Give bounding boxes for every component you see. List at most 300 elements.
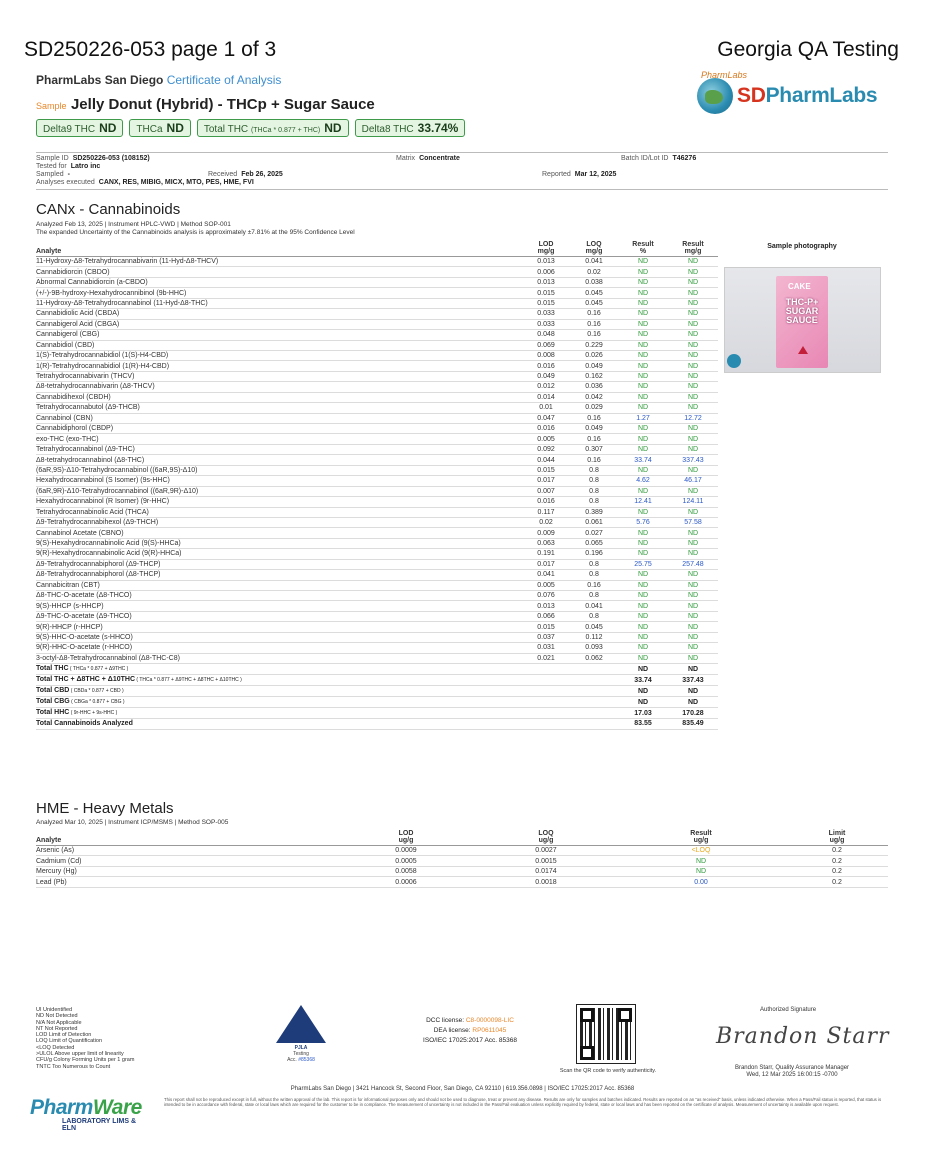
legend-item: LOD Limit of Detection <box>36 1032 92 1039</box>
total-row <box>36 686 718 697</box>
legend-item: <LOQ Detected <box>36 1044 75 1051</box>
lod-value: 0.009 <box>522 528 570 538</box>
result-percent: ND <box>618 643 668 653</box>
limit-value: 0.2 <box>786 846 888 856</box>
analyte-name: Cannabidiorcin (CBDO) <box>36 267 522 277</box>
lod-value: 0.047 <box>522 413 570 423</box>
canx-title: CANx - Cannabinoids <box>36 201 181 218</box>
analyte-name: 3-octyl-Δ8-Tetrahydrocannabinol (Δ8-THC-C8) <box>36 653 522 663</box>
table-row <box>36 267 718 277</box>
lod-value: 0.117 <box>522 507 570 517</box>
result-mg: ND <box>668 601 718 611</box>
dea-license: RP0611045 <box>472 1027 507 1034</box>
result-mg: ND <box>668 653 718 663</box>
analyte-name: 9(S)-HHC-O-acetate (s-HHCO) <box>36 632 522 642</box>
result-mg: ND <box>668 257 718 267</box>
result-mg: ND <box>668 267 718 277</box>
result-percent: ND <box>618 570 668 580</box>
result-percent: ND <box>618 465 668 475</box>
sample-id: SD250226-053 (108152) <box>72 155 150 162</box>
result-mg: ND <box>668 507 718 517</box>
signature: Brandon Starr <box>716 1024 890 1049</box>
table-row <box>36 549 718 559</box>
result-percent: ND <box>618 528 668 538</box>
legend-item: ND Not Detected <box>36 1013 78 1020</box>
table-row <box>36 622 718 632</box>
legend-item: >ULOL Above upper limit of linearity <box>36 1051 124 1058</box>
result-mg: ND <box>668 444 718 454</box>
table-row <box>36 424 718 434</box>
loq-value: 0.061 <box>570 517 618 527</box>
lod-value <box>522 664 570 675</box>
disclaimer: This report shall not be reproduced except in full, without the written approval of the lab. This report is for informational purposes only and should not be used to diagnose, treat or prevent any disease. Results are only for samples and batches indicated. Results are reported on an "as received" basis, unless indicated otherwise. When a Pass/Fail status is reported, that status is intended to be in accordance with federal, state or local laws which are required for the customer to be in compliance. The measurement of uncertainty is not included in the Pass/Fail evaluation unless explicitly required by federal, state or local laws and has been reported on the certificate of analysis. Measurement of uncertainty is available upon request. <box>164 1097 882 1107</box>
analyte-name: 9(R)-Hexahydrocannabinolic Acid (9(R)-HHCa) <box>36 549 522 559</box>
total-mg: 835.49 <box>668 719 718 729</box>
lod-value: 0.01 <box>522 403 570 413</box>
table-row <box>36 382 718 392</box>
lod-value <box>522 697 570 708</box>
table-row <box>36 298 718 308</box>
total-formula: ( THCa * 0.877 + Δ9THC ) <box>68 666 129 673</box>
badge-label: THCa <box>136 124 163 135</box>
loq-value <box>570 664 618 675</box>
analyte-name: 9(S)-HHCP (s-HHCP) <box>36 601 522 611</box>
signer-info: Brandon Starr, Quality Assurance Manager Wed, 12 Mar 2025 16:00:15 -0700 <box>734 1065 850 1078</box>
lod-value: 0.021 <box>522 653 570 663</box>
lod-value: 0.0006 <box>336 877 476 887</box>
lod-value: 0.007 <box>522 486 570 496</box>
table-row <box>36 653 718 663</box>
lod-value: 0.016 <box>522 497 570 507</box>
lod-value: 0.069 <box>522 340 570 350</box>
legend-item: NT Not Reported <box>36 1025 78 1032</box>
result-mg: 257.48 <box>668 559 718 569</box>
license-info: DCC license: C8-0000098-LIC DEA license: RP0611045 ISO/IEC 17025:2017 Acc. 85368 <box>400 1016 540 1046</box>
loq-value: 0.045 <box>570 622 618 632</box>
table-row <box>36 371 718 381</box>
coa-label: Certificate of Analysis <box>166 73 282 87</box>
badge-thca <box>129 119 190 137</box>
result-percent: ND <box>618 538 668 548</box>
loq-value: 0.16 <box>570 330 618 340</box>
table-row <box>36 403 718 413</box>
result-percent: ND <box>618 486 668 496</box>
analyte-name: 9(S)-Hexahydrocannabinolic Acid (9(S)-HHCa) <box>36 538 522 548</box>
limit-value: 0.2 <box>786 866 888 876</box>
result-mg: 12.72 <box>668 413 718 423</box>
col-limit: Limit ug/g <box>786 830 888 846</box>
sample-metadata: Sample ID SD250226-053 (108152) Matrix Concentrate Batch ID/Lot ID T46276 Tested for Latro inc Sampled - Received Feb 26, 2025 Reported Mar 12, 2025 Analyses executed CANX, RES, MIBIG, MICX, MTO, PES, HME, FVI <box>36 152 888 190</box>
analyte-name: Cadmium (Cd) <box>36 856 336 866</box>
col-loq: LOQ ug/g <box>476 830 616 846</box>
pjla-accreditation-logo: PJLA Testing Acc. #85368 <box>272 1005 330 1063</box>
pharmware-logo: PharmWare LABORATORY LIMS & ELN <box>30 1096 142 1132</box>
loq-value: 0.16 <box>570 455 618 465</box>
globe-icon <box>697 78 733 114</box>
table-header-row <box>36 241 718 257</box>
total-label: Total HHC ( 9r-HHC + 9s-HHC ) <box>36 708 522 719</box>
table-row <box>36 497 718 507</box>
col-analyte: Analyte <box>36 241 522 257</box>
badge-label: Total THC <box>203 124 249 135</box>
result-percent: 5.76 <box>618 517 668 527</box>
table-row <box>36 611 718 621</box>
result-percent: ND <box>618 580 668 590</box>
result-percent: ND <box>618 350 668 360</box>
result-mg: ND <box>668 591 718 601</box>
analyte-name: Δ9-Tetrahydrocannabihexol (Δ9-THCH) <box>36 517 522 527</box>
col-result-pct: Result % <box>618 241 668 257</box>
table-row <box>36 856 888 866</box>
result-mg: ND <box>668 298 718 308</box>
table-row <box>36 330 718 340</box>
result-percent: ND <box>618 288 668 298</box>
legend-item: LOQ Limit of Quantification <box>36 1038 103 1045</box>
sample-line <box>36 96 375 114</box>
loq-value: 0.8 <box>570 611 618 621</box>
result-percent: ND <box>618 611 668 621</box>
col-lod: LOD ug/g <box>336 830 476 846</box>
result-percent: ND <box>618 653 668 663</box>
result-value: ND <box>616 856 786 866</box>
result-mg: ND <box>668 277 718 287</box>
logo-wordmark: SDPharmLabs <box>737 84 878 107</box>
loq-value: 0.16 <box>570 309 618 319</box>
reported-date: Mar 12, 2025 <box>574 171 617 178</box>
analyses-executed: CANX, RES, MIBIG, MICX, MTO, PES, HME, FVI <box>98 179 254 186</box>
result-mg: ND <box>668 340 718 350</box>
total-percent: ND <box>618 664 668 675</box>
lod-value: 0.076 <box>522 591 570 601</box>
loq-value: 0.162 <box>570 371 618 381</box>
table-row <box>36 340 718 350</box>
result-percent: ND <box>618 591 668 601</box>
table-row <box>36 866 888 876</box>
result-mg: ND <box>668 622 718 632</box>
analyte-name: 1(R)-Tetrahydrocannabidiol (1(R)-H4-CBD) <box>36 361 522 371</box>
total-percent: 83.55 <box>618 719 668 729</box>
analyte-name: Cannabinol (CBN) <box>36 413 522 423</box>
table-row <box>36 580 718 590</box>
table-row <box>36 528 718 538</box>
result-percent: ND <box>618 549 668 559</box>
badge-label: Delta8 THC <box>361 124 414 135</box>
col-loq: LOQ mg/g <box>570 241 618 257</box>
result-mg: ND <box>668 392 718 402</box>
lod-value: 0.015 <box>522 465 570 475</box>
product-box-image: CAKE THC-P+ SUGAR SAUCE <box>776 276 828 368</box>
total-formula: ( 9r-HHC + 9s-HHC ) <box>69 710 118 717</box>
analyte-name: (6aR,9S)-Δ10-Tetrahydrocannabinol ((6aR,9S)-Δ10) <box>36 465 522 475</box>
badge-formula: (THCa * 0.877 + THC) <box>250 127 321 134</box>
badge-value: ND <box>324 121 342 135</box>
result-percent: ND <box>618 267 668 277</box>
analyte-name: Δ8-tetrahydrocannabinol (Δ8-THC) <box>36 455 522 465</box>
lod-value: 0.0005 <box>336 856 476 866</box>
lod-value: 0.049 <box>522 371 570 381</box>
loq-value: 0.8 <box>570 570 618 580</box>
analyte-name: Tetrahydrocannabinolic Acid (THCA) <box>36 507 522 517</box>
total-percent: 17.03 <box>618 708 668 719</box>
loq-value: 0.049 <box>570 361 618 371</box>
dcc-license: C8-0000098-LIC <box>465 1017 514 1024</box>
lod-value: 0.0058 <box>336 866 476 876</box>
result-value: <LOQ <box>616 846 786 856</box>
badge-value: ND <box>166 121 184 135</box>
lod-value: 0.017 <box>522 559 570 569</box>
analyte-name: Δ8-Tetrahydrocannabiphorol (Δ8-THCP) <box>36 570 522 580</box>
analyte-name: Abnormal Cannabidiorcin (a-CBDO) <box>36 277 522 287</box>
table-row <box>36 877 888 887</box>
table-row <box>36 465 718 475</box>
loq-value: 0.8 <box>570 465 618 475</box>
hme-analyzed: Analyzed Mar 10, 2025 | Instrument ICP/MSMS | Method SOP-005 <box>36 819 229 826</box>
table-row <box>36 643 718 653</box>
result-mg: ND <box>668 643 718 653</box>
loq-value: 0.16 <box>570 413 618 423</box>
loq-value: 0.045 <box>570 288 618 298</box>
total-row <box>36 719 718 729</box>
analyte-name: Cannabigerol Acid (CBGA) <box>36 319 522 329</box>
lod-value: 0.191 <box>522 549 570 559</box>
lod-value: 0.031 <box>522 643 570 653</box>
loq-value: 0.045 <box>570 298 618 308</box>
total-percent: ND <box>618 697 668 708</box>
result-percent: ND <box>618 277 668 287</box>
result-percent: ND <box>618 309 668 319</box>
hme-title: HME - Heavy Metals <box>36 800 174 817</box>
table-row <box>36 392 718 402</box>
iso-accreditation: ISO/IEC 17025:2017 Acc. 85368 <box>423 1037 517 1044</box>
logo-arc-text: PharmLabs <box>701 70 748 80</box>
tested-for: Latro inc <box>70 163 101 170</box>
col-analyte: Analyte <box>36 830 336 846</box>
analyte-name: Δ8-THC-O-acetate (Δ8-THCO) <box>36 591 522 601</box>
client-lab-name: Georgia QA Testing <box>717 38 899 61</box>
table-row <box>36 361 718 371</box>
result-percent: ND <box>618 424 668 434</box>
loq-value: 0.229 <box>570 340 618 350</box>
loq-value: 0.062 <box>570 653 618 663</box>
potency-badges <box>36 119 465 137</box>
result-value: 0.00 <box>616 877 786 887</box>
result-value: ND <box>616 866 786 876</box>
lod-value: 0.017 <box>522 476 570 486</box>
received-date: Feb 26, 2025 <box>241 171 283 178</box>
result-percent: ND <box>618 257 668 267</box>
lod-value: 0.005 <box>522 434 570 444</box>
table-row <box>36 632 718 642</box>
result-mg: ND <box>668 538 718 548</box>
heavy-metals-table <box>36 830 888 888</box>
loq-value: 0.8 <box>570 476 618 486</box>
lod-value <box>522 719 570 729</box>
total-label: Total THC + Δ8THC + Δ10THC ( THCa * 0.877 + Δ9THC + Δ8THC + Δ10THC ) <box>36 675 522 686</box>
analyte-name: 9(R)-HHC-O-acetate (r-HHCO) <box>36 643 522 653</box>
analyte-name: (+/-)-9B-hydroxy-Hexahydrocannibinol (9b-HHC) <box>36 288 522 298</box>
analyte-name: Cannabinol Acetate (CBNO) <box>36 528 522 538</box>
loq-value <box>570 719 618 729</box>
total-label: Total CBG ( CBGa * 0.877 + CBG ) <box>36 697 522 708</box>
table-row <box>36 434 718 444</box>
result-percent: ND <box>618 340 668 350</box>
table-row <box>36 277 718 287</box>
result-mg: ND <box>668 319 718 329</box>
total-mg: 170.28 <box>668 708 718 719</box>
canx-analyzed: Analyzed Feb 13, 2025 | Instrument HPLC-VWD | Method SOP-001 <box>36 221 231 228</box>
result-mg: ND <box>668 465 718 475</box>
analyte-name: exo-THC (exo-THC) <box>36 434 522 444</box>
sample-name: Jelly Donut (Hybrid) - THCp + Sugar Sauce <box>70 96 375 113</box>
table-row <box>36 319 718 329</box>
badge-total-thc <box>197 119 349 137</box>
analyte-name: Cannabidihexol (CBDH) <box>36 392 522 402</box>
analyte-name: Tetrahydrocannabivarin (THCV) <box>36 371 522 381</box>
loq-value: 0.389 <box>570 507 618 517</box>
result-mg: ND <box>668 361 718 371</box>
lod-value: 0.015 <box>522 298 570 308</box>
analyte-name: Hexahydrocannabinol (S Isomer) (9s-HHC) <box>36 476 522 486</box>
lod-value <box>522 708 570 719</box>
analyte-name: Hexahydrocannabinol (R Isomer) (9r-HHC) <box>36 497 522 507</box>
badge-label: Delta9 THC <box>43 124 96 135</box>
loq-value <box>570 686 618 697</box>
analyte-name: Arsenic (As) <box>36 846 336 856</box>
loq-value: 0.0027 <box>476 846 616 856</box>
analyte-name: 9(R)-HHCP (r-HHCP) <box>36 622 522 632</box>
loq-value: 0.16 <box>570 319 618 329</box>
table-row <box>36 538 718 548</box>
result-percent: 4.62 <box>618 476 668 486</box>
lod-value: 0.015 <box>522 288 570 298</box>
table-row <box>36 507 718 517</box>
result-mg: ND <box>668 371 718 381</box>
total-percent: 33.74 <box>618 675 668 686</box>
loq-value: 0.041 <box>570 257 618 267</box>
total-mg: ND <box>668 664 718 675</box>
table-header-row <box>36 830 888 846</box>
analyte-name: Δ8-tetrahydrocannabivarin (Δ8-THCV) <box>36 382 522 392</box>
limit-value: 0.2 <box>786 856 888 866</box>
lod-value: 0.013 <box>522 601 570 611</box>
loq-value: 0.16 <box>570 580 618 590</box>
table-row <box>36 257 718 267</box>
loq-value: 0.307 <box>570 444 618 454</box>
lod-value: 0.008 <box>522 350 570 360</box>
loq-value: 0.038 <box>570 277 618 287</box>
loq-value <box>570 708 618 719</box>
analyte-name: Cannabidiphorol (CBDP) <box>36 424 522 434</box>
result-mg: 124.11 <box>668 497 718 507</box>
loq-value: 0.196 <box>570 549 618 559</box>
analyte-name: Cannabidiolic Acid (CBDA) <box>36 309 522 319</box>
result-percent: ND <box>618 371 668 381</box>
loq-value: 0.112 <box>570 632 618 642</box>
table-row <box>36 846 888 856</box>
col-result-mg: Result mg/g <box>668 241 718 257</box>
canx-uncertainty: The expanded Uncertainty of the Cannabinoids analysis is approximately ±7.81% at the 95% Confidence Level <box>36 229 355 236</box>
qr-code[interactable] <box>577 1005 635 1063</box>
matrix: Concentrate <box>419 155 460 162</box>
result-mg: ND <box>668 549 718 559</box>
result-percent: ND <box>618 601 668 611</box>
lod-value: 0.006 <box>522 267 570 277</box>
report-title: SD250226-053 page 1 of 3 <box>24 38 277 61</box>
sampled: - <box>67 171 70 178</box>
sdpharmlabs-logo <box>697 70 897 120</box>
loq-value: 0.029 <box>570 403 618 413</box>
total-formula: ( THCa * 0.877 + Δ9THC + Δ8THC + Δ10THC ) <box>135 677 242 684</box>
analyte-name: Lead (Pb) <box>36 877 336 887</box>
lod-value: 0.0009 <box>336 846 476 856</box>
result-mg: ND <box>668 288 718 298</box>
lod-value: 0.013 <box>522 277 570 287</box>
table-row <box>36 559 718 569</box>
result-mg: ND <box>668 434 718 444</box>
total-formula: ( CBDa * 0.877 + CBD ) <box>69 688 124 695</box>
result-mg: ND <box>668 486 718 496</box>
result-mg: ND <box>668 424 718 434</box>
pjla-triangle-icon <box>276 1005 326 1043</box>
sample-photo <box>724 267 881 373</box>
result-percent: ND <box>618 330 668 340</box>
issuer-name: PharmLabs San Diego <box>36 73 164 87</box>
loq-value <box>570 697 618 708</box>
loq-value: 0.049 <box>570 424 618 434</box>
analyte-name: (6aR,9R)-Δ10-Tetrahydrocannabinol ((6aR,9R)-Δ10) <box>36 486 522 496</box>
legend-item: UI Unidentified <box>36 1007 73 1013</box>
abbreviation-legend <box>36 1007 134 1070</box>
result-percent: ND <box>618 632 668 642</box>
total-label: Total CBD ( CBDa * 0.877 + CBD ) <box>36 686 522 697</box>
loq-value: 0.16 <box>570 434 618 444</box>
result-percent: ND <box>618 392 668 402</box>
result-mg: ND <box>668 570 718 580</box>
analyte-name: Mercury (Hg) <box>36 866 336 876</box>
table-row <box>36 309 718 319</box>
total-row <box>36 708 718 719</box>
lod-value: 0.015 <box>522 622 570 632</box>
lod-value: 0.016 <box>522 361 570 371</box>
loq-value: 0.8 <box>570 497 618 507</box>
table-row <box>36 413 718 423</box>
analyte-name: Tetrahydrocannabutol (Δ9-THCB) <box>36 403 522 413</box>
lod-value: 0.012 <box>522 382 570 392</box>
globe-icon <box>727 354 741 368</box>
sample-photo-label: Sample photography <box>767 243 837 250</box>
loq-value: 0.042 <box>570 392 618 402</box>
lod-value: 0.041 <box>522 570 570 580</box>
loq-value: 0.065 <box>570 538 618 548</box>
loq-value: 0.0174 <box>476 866 616 876</box>
result-percent: ND <box>618 434 668 444</box>
lod-value: 0.014 <box>522 392 570 402</box>
cannabinoids-table <box>36 241 718 730</box>
lod-value: 0.005 <box>522 580 570 590</box>
lod-value: 0.013 <box>522 257 570 267</box>
total-row <box>36 675 718 686</box>
analyte-name: 11-Hydroxy-Δ8-Tetrahydrocannabivarin (11-Hyd-Δ8-THCV) <box>36 257 522 267</box>
table-row <box>36 601 718 611</box>
badge-value: 33.74% <box>417 121 459 135</box>
result-mg: ND <box>668 330 718 340</box>
result-mg: ND <box>668 611 718 621</box>
table-row <box>36 486 718 496</box>
lod-value: 0.063 <box>522 538 570 548</box>
issuer-line <box>36 73 281 87</box>
analyte-name: Cannabicitran (CBT) <box>36 580 522 590</box>
total-percent: ND <box>618 686 668 697</box>
